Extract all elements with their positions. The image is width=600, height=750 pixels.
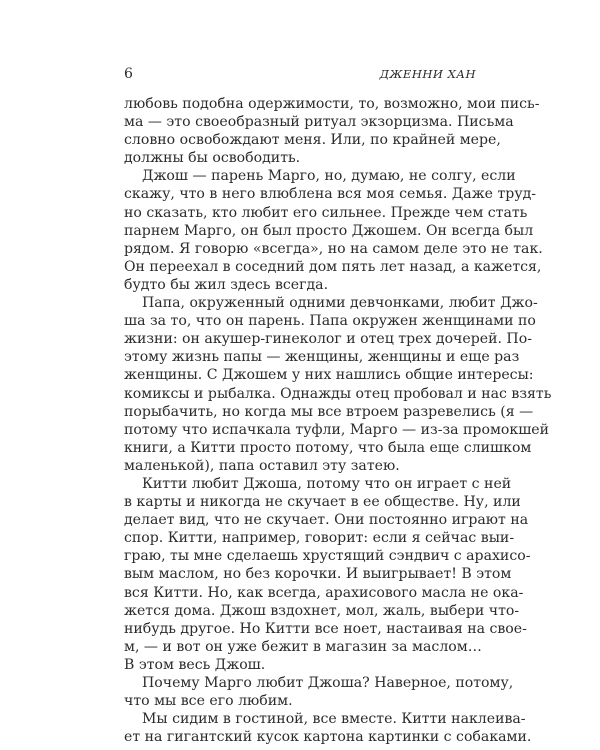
- text-line: ет на гигантский кусок картона картинки с собаками.: [124, 729, 532, 746]
- text-line: женщины. С Джошем у них нашлись общие интересы:: [124, 367, 534, 384]
- text-line: рядом. Я говорю «всегда», но на самом деле это не так.: [124, 240, 543, 257]
- text-line: скажу, что в него влюблена вся моя семья. Даже труд-: [124, 186, 537, 203]
- text-line: жется дома. Джош вздохнет, мол, жаль, выбери что-: [124, 602, 520, 619]
- page-header: [124, 66, 476, 82]
- text-line: делает вид, что не скучает. Они постоянно играют на: [124, 512, 529, 529]
- text-line: нибудь другое. Но Китти все ноет, настаивая на свое-: [124, 620, 527, 637]
- text-line: в карты и никогда не скучает в ее обществе. Ну, или: [124, 494, 521, 511]
- running-head-author: ДЖЕННИ ХАН: [379, 67, 476, 81]
- text-line: Китти любит Джоша, потому что он играет с ней: [142, 475, 512, 492]
- text-line: словно освобождают меня. Или, по крайней мере,: [124, 132, 501, 149]
- text-line: ма — это своеобразный ритуал экзорцизма. Письма: [124, 114, 514, 131]
- text-line: парнем Марго, он был просто Джошем. Он всегда был: [124, 222, 534, 239]
- text-line: должны бы освободить.: [124, 150, 301, 167]
- body-text: [124, 95, 552, 746]
- text-line: этому жизнь папы — женщины, женщины и еще раз: [124, 349, 520, 366]
- text-line: ша за то, что он парень. Папа окружен женщинами по: [124, 313, 536, 330]
- text-line: Мы сидим в гостиной, все вместе. Китти наклеива-: [142, 711, 526, 728]
- page-number: 6: [124, 66, 133, 82]
- text-line: будто бы жил здесь всегда.: [124, 276, 329, 293]
- text-line: любовь подобна одержимости, то, возможно, мои пись-: [124, 96, 540, 112]
- text-line: книги, а Китти просто потому, что была еще слишком: [124, 439, 532, 456]
- text-line: потому что испачкала туфли, Марго — из-за промокшей: [124, 421, 550, 438]
- text-line: Папа, окруженный одними девчонками, любит Джо-: [142, 295, 538, 312]
- text-line: вым маслом, но без корочки. И выигрывает! В этом: [124, 566, 512, 583]
- text-line: что мы все его любим.: [124, 693, 293, 710]
- text-line: В этом весь Джош.: [124, 656, 266, 673]
- text-line: Он переехал в соседний дом пять лет назад, а кажется,: [124, 258, 542, 275]
- text-line: Джош — парень Марго, но, думаю, не солгу, если: [142, 168, 516, 185]
- text-line: но сказать, кто любит его сильнее. Прежде чем стать: [124, 204, 528, 221]
- text-line: маленькой), папа оставил эту затею.: [124, 457, 400, 474]
- text-line: м, — и вот он уже бежит в магазин за маслом…: [124, 638, 482, 655]
- text-line: граю, ты мне сделаешь хрустящий сэндвич с арахисо-: [124, 548, 531, 565]
- text-line: жизни: он акушер-гинеколог и отец трех дочерей. По-: [124, 331, 532, 348]
- text-line: спор. Китти, например, говорит: если я сейчас выи-: [124, 530, 515, 547]
- text-line: комиксы и рыбалка. Однажды отец пробовал и нас взять: [124, 385, 552, 402]
- text-line: Почему Марго любит Джоша? Наверное, потому,: [142, 675, 514, 691]
- text-line: порыбачить, но когда мы все втроем разревелись (я —: [124, 403, 534, 420]
- text-line: вся Китти. Но, как всегда, арахисового масла не ока-: [124, 584, 524, 601]
